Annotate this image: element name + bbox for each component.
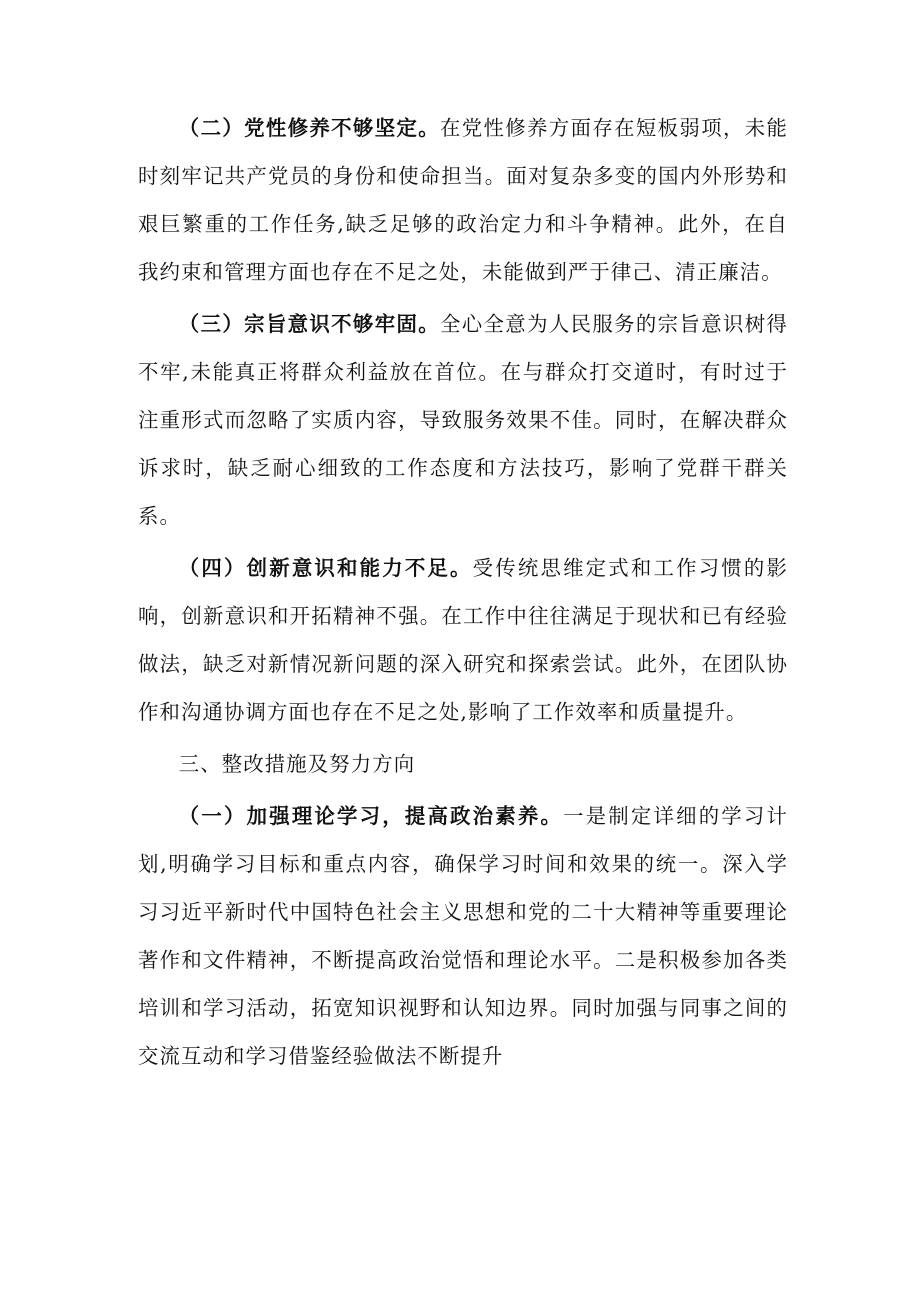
paragraph-body: 一是制定详细的学习计划,明确学习目标和重点内容，确保学习时间和效果的统一。深入学习习近平新时代中国特色社会主义思想和党的二十大精神等重要理论著作和文件精神，不断提高政治觉悟和理论水平。二是积极参加各类培训和学习活动，拓宽知识视野和认知边界。同时加强与同事之间的交流互动和学习借鉴经验做法不断提升 — [138, 804, 789, 1068]
paragraph-heading: （四）创新意识和能力不足。 — [178, 556, 473, 580]
paragraph-innovation — [138, 544, 788, 736]
paragraph-heading: （三）宗旨意识不够牢固。 — [178, 312, 440, 336]
paragraph-theory-study — [138, 792, 788, 1080]
paragraph-party-spirit — [138, 104, 788, 296]
document-page — [138, 104, 788, 1084]
paragraph-body: 受传统思维定式和工作习惯的影响，创新意识和开拓精神不强。在工作中往往满足于现状和已有经验做法，缺乏对新情况新问题的深入研究和探索尝试。此外，在团队协作和沟通协调方面也存在不足之处,影响了工作效率和质量提升。 — [138, 556, 788, 724]
paragraph-heading: （一）加强理论学习，提高政治素养。 — [178, 804, 564, 828]
paragraph-purpose-awareness — [138, 300, 788, 540]
paragraph-body: 在党性修养方面存在短板弱项，未能时刻牢记共产党员的身份和使命担当。面对复杂多变的国内外形势和艰巨繁重的工作任务,缺乏足够的政治定力和斗争精神。此外，在自我约束和管理方面也存在不足之处，未能做到严于律己、清正廉洁。 — [138, 116, 788, 284]
section-title: 三、整改措施及努力方向 — [178, 752, 416, 776]
paragraph-body: 全心全意为人民服务的宗旨意识树得不牢,未能真正将群众利益放在首位。在与群众打交道时，有时过于注重形式而忽略了实质内容，导致服务效果不佳。同时，在解决群众诉求时，缺乏耐心细致的工作态度和方法技巧，影响了党群干群关系。 — [138, 312, 788, 528]
paragraph-heading: （二）党性修养不够坚定。 — [178, 116, 440, 140]
